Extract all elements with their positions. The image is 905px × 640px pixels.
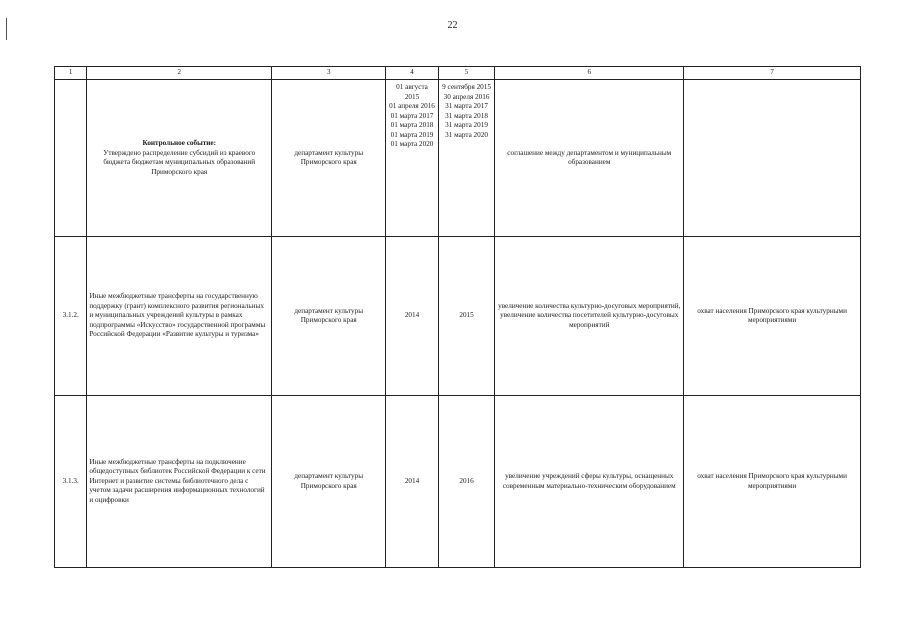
description-cell <box>87 80 272 237</box>
end-date-cell: 9 сентября 2015 30 апреля 2016 31 марта 2017 31 марта 2018 31 марта 2019 31 марта 2020 <box>438 80 495 237</box>
indicator-cell <box>684 80 861 237</box>
column-number-cell: 1 <box>55 67 87 80</box>
control-event-title: Контрольное событие: <box>142 139 216 147</box>
column-number-cell: 2 <box>87 67 272 80</box>
result-cell: увеличение учреждений сферы культуры, оснащенных современным материально-техническим оборудованием <box>495 396 684 568</box>
executor-cell: департамент культуры Приморского края <box>272 80 386 237</box>
start-date-cell: 01 августа 2015 01 апреля 2016 01 марта 2017 01 марта 2018 01 марта 2019 01 марта 2020 <box>386 80 439 237</box>
column-number-row <box>55 67 861 80</box>
start-date-cell: 2014 <box>386 396 439 568</box>
row-number-cell: 3.1.3. <box>55 396 87 568</box>
result-cell: соглашение между департаментом и муниципальным образованием <box>495 80 684 237</box>
column-number-cell: 3 <box>272 67 386 80</box>
plan-table <box>54 66 861 568</box>
table-row-3-1-2 <box>55 237 861 396</box>
start-date-cell: 2014 <box>386 237 439 396</box>
table-row-control-event <box>55 80 861 237</box>
description-cell: Иные межбюджетные трансферты на государственную поддержку (грант) комплексного развития региональных и муниципальных учреждений культуры в рамках подпрограммы «Искусство» государственной программы Российской Федерации «Развитие культуры и туризма» <box>87 237 272 396</box>
indicator-cell: охват населения Приморского края культурными мероприятиями <box>684 396 861 568</box>
executor-cell: департамент культуры Приморского края <box>272 396 386 568</box>
row-number-cell: 3.1.2. <box>55 237 87 396</box>
result-cell: увеличение количества культурно-досуговых мероприятий, увеличение количества посетителей культурно-досуговых мероприятий <box>495 237 684 396</box>
description-cell: Иные межбюджетные трансферты на подключение общедоступных библиотек Российской Федерации к сети Интернет и развитие системы библиотечного дела с учетом задачи расширения информационных технологий и оцифровки <box>87 396 272 568</box>
executor-cell: департамент культуры Приморского края <box>272 237 386 396</box>
end-date-cell: 2016 <box>438 396 495 568</box>
indicator-cell: охват населения Приморского края культурными мероприятиями <box>684 237 861 396</box>
column-number-cell: 5 <box>438 67 495 80</box>
row-number-cell <box>55 80 87 237</box>
description-text: Утверждено распределение субсидий из краевого бюджета бюджетам муниципальных образований Приморского края <box>103 148 256 176</box>
end-date-cell: 2015 <box>438 237 495 396</box>
column-number-cell: 4 <box>386 67 439 80</box>
table-row-3-1-3 <box>55 396 861 568</box>
column-number-cell: 7 <box>684 67 861 80</box>
page-number: 22 <box>447 20 458 31</box>
column-number-cell: 6 <box>495 67 684 80</box>
